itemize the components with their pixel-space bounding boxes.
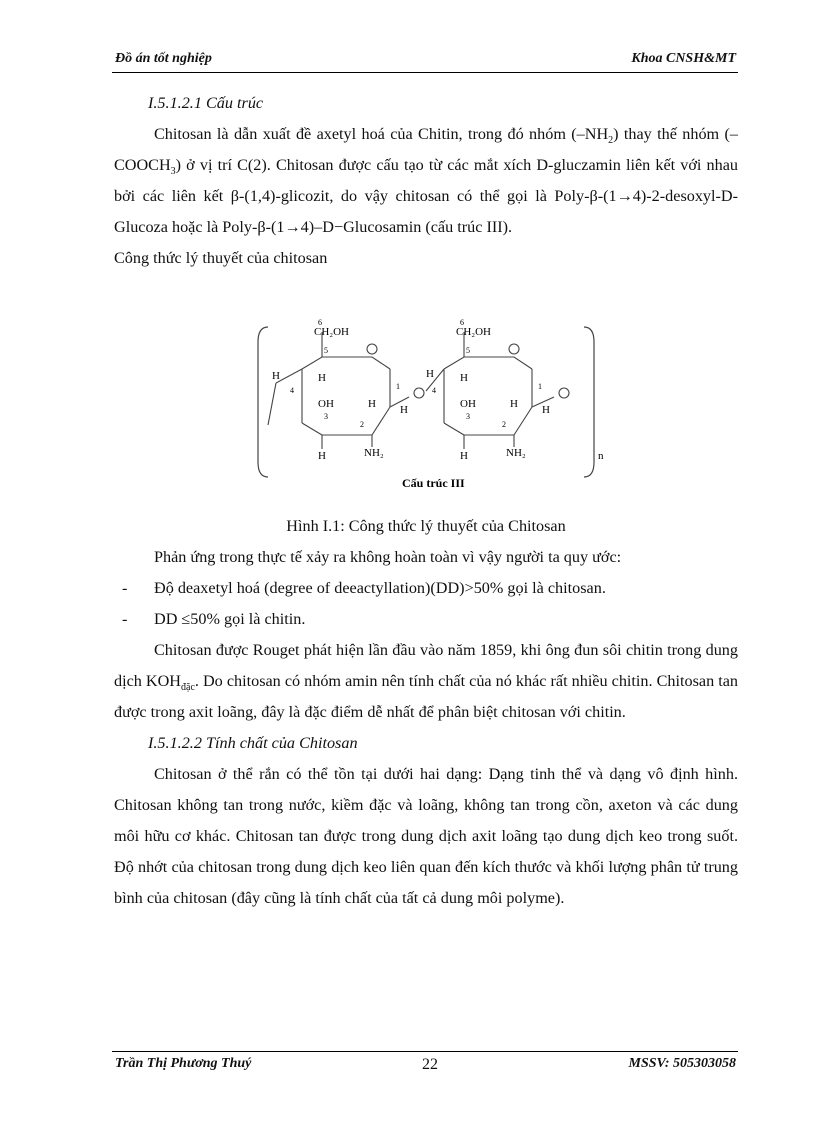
ch2oh-label-1: CH₂OH (314, 326, 350, 338)
h-label: H (400, 404, 408, 416)
ch2oh-label-2: CH₂OH (456, 326, 492, 338)
page-body (114, 88, 738, 914)
bullet-dash: - (122, 610, 128, 628)
oh-label-1: OH (318, 398, 334, 410)
subscript: 2 (608, 135, 614, 147)
subscript: đặc (181, 682, 195, 694)
paragraph-formula-intro: Công thức lý thuyết của chitosan (114, 249, 328, 267)
h-label: H (542, 404, 550, 416)
text-run: . Do chitosan có nhóm amin nên tính chất của nó khác rất nhiều chitin. Chitosan tan được trong axit loãng, đây là đặc điểm dễ nhất để phân biệt chitosan với chitin. (114, 672, 738, 721)
header-faculty: Khoa CNSH&MT (631, 51, 736, 66)
text-run: ) ở vị trí C(2). Chitosan được cấu tạo từ các mắt xích D-gluczamin liên kết với nhau bởi các liên kết β-(1,4)-glicozit, do vậy chitosan có thể gọi là Poly-β-(1→4)-2-desoxyl-D-Glucoza hoặc là Poly-β-(1→4)–D−Glucosamin (cấu trúc III). (114, 156, 738, 236)
oh-label-2: OH (460, 398, 476, 410)
carbon-4-label-2: 4 (432, 386, 436, 395)
bullet-item-chitosan (114, 573, 738, 604)
carbon-2-label-1: 2 (360, 420, 364, 429)
bullet-item-chitin (114, 604, 738, 635)
glucosamine-ring-2 (426, 332, 554, 449)
h-label: H (318, 450, 326, 462)
chitosan-structure-diagram (254, 297, 604, 511)
section-heading-properties: I.5.1.2.2 Tính chất của Chitosan (148, 734, 358, 752)
h-label: H (426, 368, 434, 380)
paragraph-convention: Phản ứng trong thực tế xảy ra không hoàn toàn vì vậy người ta quy ước: (154, 548, 622, 566)
paragraph-discovery (114, 635, 738, 728)
section-heading-structure: I.5.1.2.1 Cấu trúc (148, 94, 264, 112)
ring-oxygen-1 (367, 344, 377, 354)
glycosidic-oxygen-1 (414, 388, 424, 398)
carbon-6-label-1: 6 (318, 318, 322, 327)
structure-label: Cấu trúc III (402, 476, 465, 490)
carbon-6-label-2: 6 (460, 318, 464, 327)
footer-student-id: MSSV: 505303058 (628, 1056, 736, 1071)
carbon-3-label-2: 3 (466, 412, 470, 421)
text-run: ) thay thế nhóm (–COOCH (114, 125, 738, 174)
carbon-3-label-1: 3 (324, 412, 328, 421)
left-bracket (258, 327, 268, 477)
carbon-4-label-1: 4 (290, 386, 294, 395)
glycosidic-oxygen-2 (559, 388, 569, 398)
nh2-label-2: NH₂ (506, 447, 526, 459)
carbon-2-label-2: 2 (502, 420, 506, 429)
bullet-text: Độ deaxetyl hoá (degree of deeactyllation)(DD)>50% gọi là chitosan. (154, 579, 606, 597)
h-label: H (460, 450, 468, 462)
carbon-5-label-1: 5 (324, 346, 328, 355)
h-label: H (368, 398, 376, 410)
subscript: 3 (170, 166, 176, 178)
page-number: 22 (422, 1056, 438, 1073)
header-thesis-title: Đồ án tốt nghiệp (115, 51, 212, 66)
carbon-1-label-2: 1 (538, 382, 542, 391)
footer-author: Trần Thị Phương Thuý (115, 1056, 252, 1071)
nh2-label-1: NH₂ (364, 447, 384, 459)
paragraph-properties: Chitosan ở thể rắn có thể tồn tại dưới hai dạng: Dạng tinh thể và dạng vô định hình. Chitosan không tan trong nước, kiềm đặc và loãng, không tan trong cồn, axeton và các dung môi hữu cơ khác. Chitosan tan được trong dung dịch axit loãng tạo dung dịch keo trong suốt. Độ nhớt của chitosan trong dung dịch keo liên quan đến kích thước và khối lượng phân tử trung bình của chitosan (đây cũng là tính chất của tất cả dung môi polyme). (114, 765, 738, 907)
page-header (112, 50, 738, 73)
text-run: Chitosan được Rouget phát hiện lần đầu vào năm 1859, khi ông đun sôi chitin trong dung dịch KOH (114, 641, 738, 690)
h-label: H (318, 372, 326, 384)
bullet-dash: - (122, 579, 128, 597)
figure-caption: Hình I.1: Công thức lý thuyết của Chitosan (286, 517, 566, 535)
h-label: H (272, 370, 280, 382)
page-footer (112, 1051, 738, 1078)
carbon-5-label-2: 5 (466, 346, 470, 355)
chitosan-structure-figure (114, 297, 738, 511)
text-run: Chitosan là dẫn xuất đề axetyl hoá của Chitin, trong đó nhóm (–NH (154, 125, 609, 143)
paragraph-structure (114, 119, 738, 243)
h-label: H (460, 372, 468, 384)
h-label: H (510, 398, 518, 410)
carbon-1-label-1: 1 (396, 382, 400, 391)
bullet-text: DD ≤50% gọi là chitin. (154, 610, 306, 628)
right-bracket (584, 327, 594, 477)
ring-oxygen-2 (509, 344, 519, 354)
repeat-n-label: n (598, 450, 604, 462)
